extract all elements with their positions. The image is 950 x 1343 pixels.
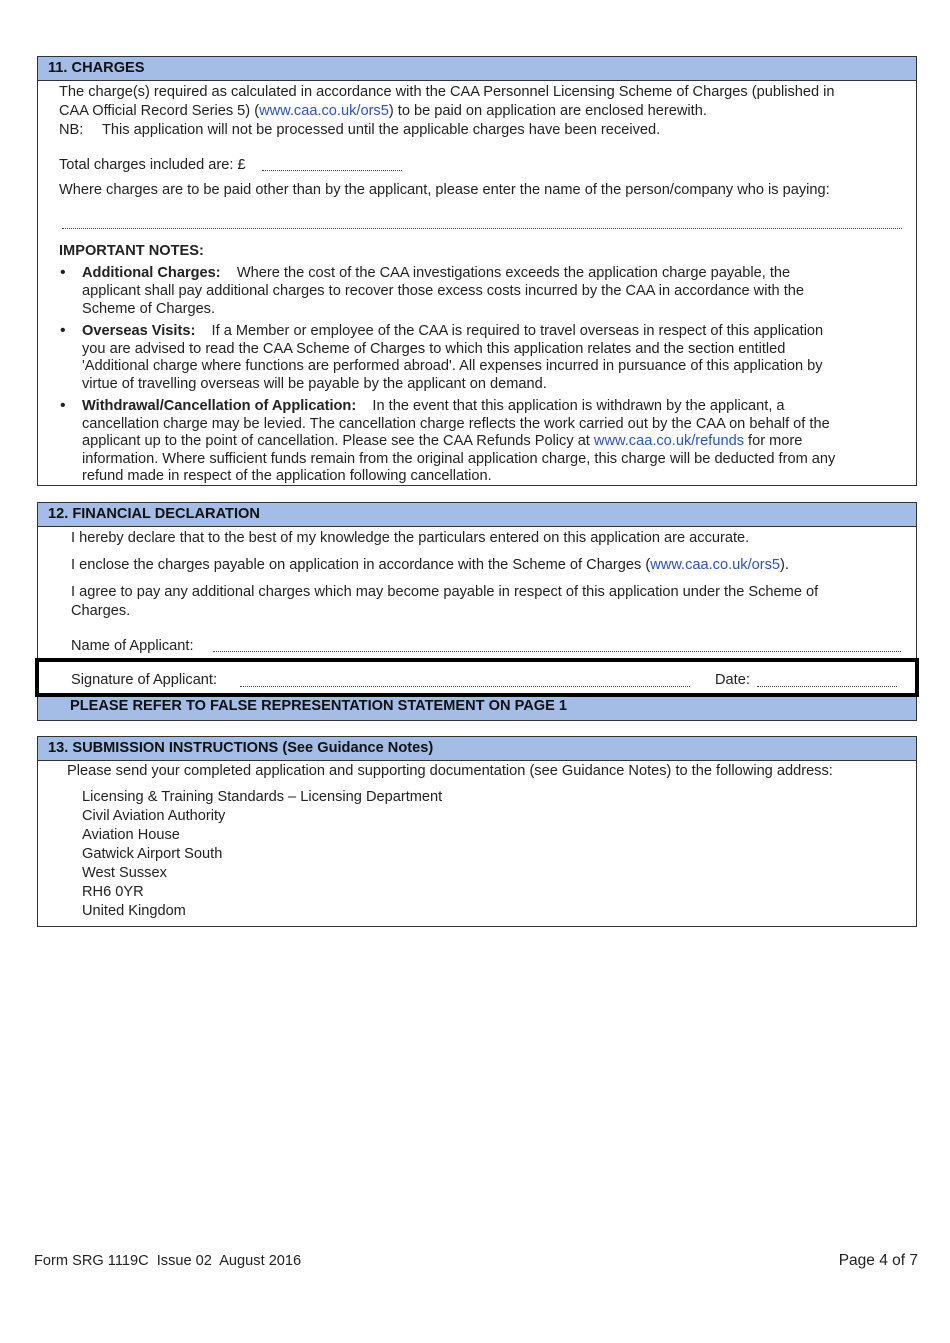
charges-intro-line1: The charge(s) required as calculated in accordance with the CAA Personnel Licensing Scheme of Charges (published in <box>59 84 835 100</box>
total-charges-label: Total charges included are: £ <box>59 157 246 173</box>
nb-text: This application will not be processed until the applicable charges have been received. <box>102 122 661 138</box>
false-representation-warning: PLEASE REFER TO FALSE REPRESENTATION STATEMENT ON PAGE 1 <box>70 698 568 714</box>
bullet-icon: • <box>60 322 66 339</box>
bullet-icon: • <box>60 264 66 281</box>
address-line: RH6 0YR <box>82 884 144 900</box>
note-additional-charges-line2: applicant shall pay additional charges to recover those excess costs incurred by the CAA in accordance with the <box>82 283 804 299</box>
bullet-icon: • <box>60 397 66 414</box>
note-withdrawal-line5: refund made in respect of the application following cancellation. <box>82 468 492 484</box>
date-label: Date: <box>715 672 750 688</box>
ors5-link-declaration[interactable]: www.caa.co.uk/ors5 <box>650 557 781 573</box>
section-header-charges: 11. CHARGES <box>38 57 916 81</box>
note-overseas-line1: Overseas Visits: If a Member or employee of the CAA is required to travel overseas in respect of this application <box>82 323 824 339</box>
charges-intro-line2: CAA Official Record Series 5) (www.caa.co.uk/ors5) to be paid on application are enclosed herewith. <box>59 103 707 119</box>
note-withdrawal-line1: Withdrawal/Cancellation of Application: In the event that this application is withdrawn by the applicant, a <box>82 398 785 414</box>
note-withdrawal-line3: applicant up to the point of cancellation. Please see the CAA Refunds Policy at www.caa.co.uk/refunds for more <box>82 433 803 449</box>
name-of-applicant-label: Name of Applicant: <box>71 638 194 654</box>
submission-intro: Please send your completed application and supporting documentation (see Guidance Notes) to the following address: <box>67 763 833 779</box>
address-line: Gatwick Airport South <box>82 846 223 862</box>
note-additional-charges-line3: Scheme of Charges. <box>82 300 216 317</box>
address-line: West Sussex <box>82 865 167 881</box>
section-header-financial-declaration: 12. FINANCIAL DECLARATION <box>38 503 916 527</box>
page-number: Page 4 of 7 <box>838 1252 918 1269</box>
address-line: Aviation House <box>82 827 180 843</box>
address-line: Civil Aviation Authority <box>82 808 226 824</box>
address-line: United Kingdom <box>82 903 186 919</box>
note-overseas-line4: virtue of travelling overseas will be payable by the applicant on demand. <box>82 375 547 392</box>
note-overseas-line2: you are advised to read the CAA Scheme of Charges to which this application relates and the section entitled <box>82 340 786 357</box>
declaration-additional-line2: Charges. <box>71 603 131 619</box>
total-charges-field[interactable] <box>262 170 402 171</box>
note-overseas-line3: 'Additional charge where functions are performed abroad'. All expenses incurred in pursuance of this application by <box>82 358 823 374</box>
note-withdrawal-line2: cancellation charge may be levied. The cancellation charge reflects the work carried out by the CAA on behalf of the <box>82 415 830 432</box>
section-header-submission: 13. SUBMISSION INSTRUCTIONS (See Guidance Notes) <box>38 737 916 761</box>
signature-of-applicant-label: Signature of Applicant: <box>71 672 218 688</box>
refunds-link[interactable]: www.caa.co.uk/refunds <box>593 433 744 449</box>
form-reference: Form SRG 1119C Issue 02 August 2016 <box>34 1253 302 1269</box>
date-field[interactable] <box>757 686 897 687</box>
address-line: Licensing & Training Standards – Licensing Department <box>82 789 443 805</box>
important-notes-heading: IMPORTANT NOTES: <box>59 243 204 259</box>
note-withdrawal-line4: information. Where sufficient funds remain from the original application charge, this charge will be deducted from any <box>82 450 836 467</box>
payer-instruction: Where charges are to be paid other than by the applicant, please enter the name of the person/company who is paying: <box>59 182 830 198</box>
declaration-enclose: I enclose the charges payable on application in accordance with the Scheme of Charges (www.caa.co.uk/ors5). <box>71 557 789 573</box>
ors5-link[interactable]: www.caa.co.uk/ors5 <box>259 103 389 119</box>
declaration-additional-line1: I agree to pay any additional charges which may become payable in respect of this application under the Scheme of <box>71 584 819 600</box>
payer-name-field[interactable] <box>62 228 902 229</box>
note-additional-charges-line1: Additional Charges: Where the cost of the CAA investigations exceeds the application charge payable, the <box>82 265 791 281</box>
name-of-applicant-field[interactable] <box>213 651 901 652</box>
signature-field[interactable] <box>240 686 690 687</box>
declaration-accuracy: I hereby declare that to the best of my knowledge the particulars entered on this application are accurate. <box>71 530 750 546</box>
nb-label: NB: <box>59 122 84 138</box>
